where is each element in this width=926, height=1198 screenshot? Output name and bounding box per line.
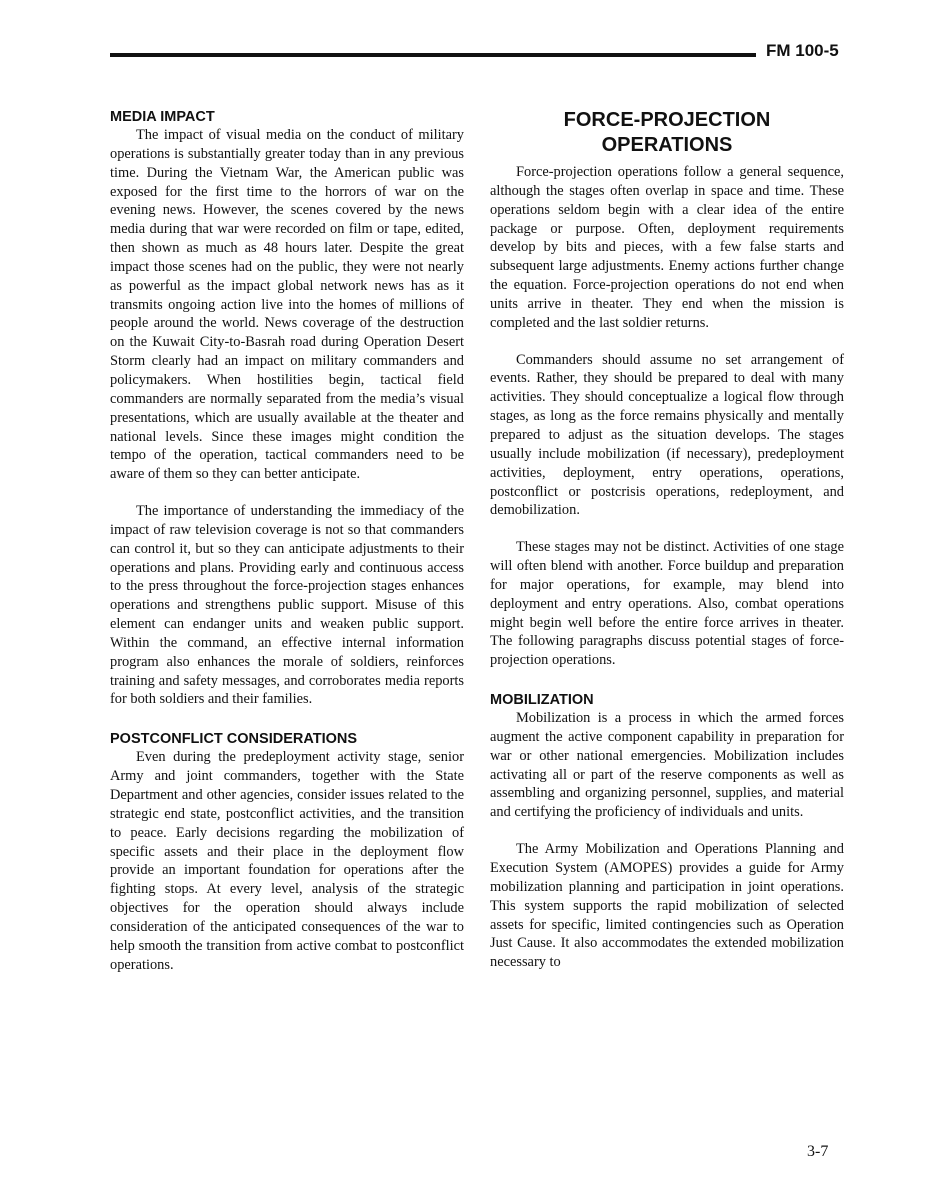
media-impact-paragraph-1: The impact of visual media on the conduct of military operations is substantially greater today than in any previous time. During the Vietnam War, the American public was exposed for the first time to the horrors of war on the evening news. However, the scenes covered by the news media during that war were recorded on film or tape, edited, then shown as much as 48 hours later. Despite the great impact those scenes had on the public, they were not nearly as powerful as the impact global network news has as it transmits ongoing action live into the homes of millions of people around the world. News coverage of the destruction on the Kuwait City-to-Basrah road during Operation Desert Storm clearly had an impact on military commanders and policymakers. When hostilities begin, tactical field commanders are normally separated from the media’s visual presentations, which are usually available at the theater and national levels. Since these images might condition the tempo of the operation, tactical commanders need to be aware of them so they can better anticipate.: [110, 127, 464, 483]
postconflict-paragraph-1: Even during the predeployment activity stage, senior Army and joint commanders, together with the State Department and other agencies, consider issues related to the strategic end state, postconflict activities, and the transition to peace. Early decisions regarding the mobilization of specific assets and their place in the deployment flow provide an important foundation for operations after the fighting stops. At every level, analysis of the strategic objectives for the operation should always include consideration of the anticipated consequences of the war to help smooth the transition from active combat to postconflict operations.: [110, 749, 464, 973]
postconflict-heading: POSTCONFLICT CONSIDERATIONS: [110, 731, 358, 748]
media-impact-heading: MEDIA IMPACT: [110, 109, 215, 125]
mobilization-heading: MOBILIZATION: [490, 692, 594, 709]
force-projection-paragraph-3: These stages may not be distinct. Activities of one stage will often blend with another. Force buildup and preparation for major operations, for example, may blend into deployment and entry operations. Also, combat operations might begin well before the entire force arrives in theater. The following paragraphs discuss potential stages of force-projection operations.: [490, 539, 844, 669]
left-column: [110, 108, 464, 974]
page-number: 3-7: [807, 1143, 829, 1160]
force-projection-paragraph-2: Commanders should assume no set arrangement of events. Rather, they should be prepared to deal with many activities. They should conceptualize a logical flow through stages, as long as the force remains physically and mentally prepared to adjust as the situation develops. The stages usually include mobilization (if necessary), predeployment activities, deployment, entry operations, operations, postconflict or postcrisis operations, redeployment, and demobilization.: [490, 351, 844, 519]
force-projection-title: [490, 108, 844, 158]
mobilization-paragraph-1: Mobilization is a process in which the armed forces augment the active component capability in preparation for war or other national emergencies. Mobilization includes activating all or part of the reserve components as well as assembling and organizing personnel, supplies, and material and certifying the proficiency of individuals and units.: [490, 710, 844, 821]
header-rule: [110, 53, 756, 57]
document-id: FM 100-5: [766, 41, 839, 60]
right-column: [490, 108, 844, 972]
media-impact-paragraph-2: The importance of understanding the immediacy of the impact of raw television coverage is not so that commanders can control it, but so they can anticipate adjustments to their operations and plans. Providing early and continuous access to the press throughout the force-projection stages enhances operations and strengthens public support. Misuse of this element can endanger units and weaken public support. Within the command, an effective internal information program also enhances the morale of soldiers, reinforces training and safety messages, and corroborates media reports for both soldiers and their families.: [110, 503, 464, 708]
mobilization-paragraph-2: The Army Mobilization and Operations Planning and Execution System (AMOPES) provides a guide for Army mobilization planning and participation in joint operations. This system supports the rapid mobilization of selected assets for specific, limited contingencies such as Operation Just Cause. It also accommodates the extended mobilization necessary to: [490, 841, 844, 971]
title-line-2: OPERATIONS: [601, 134, 733, 156]
title-line-1: FORCE-PROJECTION: [563, 109, 771, 131]
force-projection-paragraph-1: Force-projection operations follow a general sequence, although the stages often overlap in space and time. These operations seldom begin with a clear idea of the entire package or purpose. Often, deployment requirements develop by bits and pieces, with a few false starts and subsequent large adjustments. Enemy actions further change the equation. Force-projection operations do not end when units arrive in theater. They end when the mission is completed and the last soldier returns.: [490, 164, 844, 331]
